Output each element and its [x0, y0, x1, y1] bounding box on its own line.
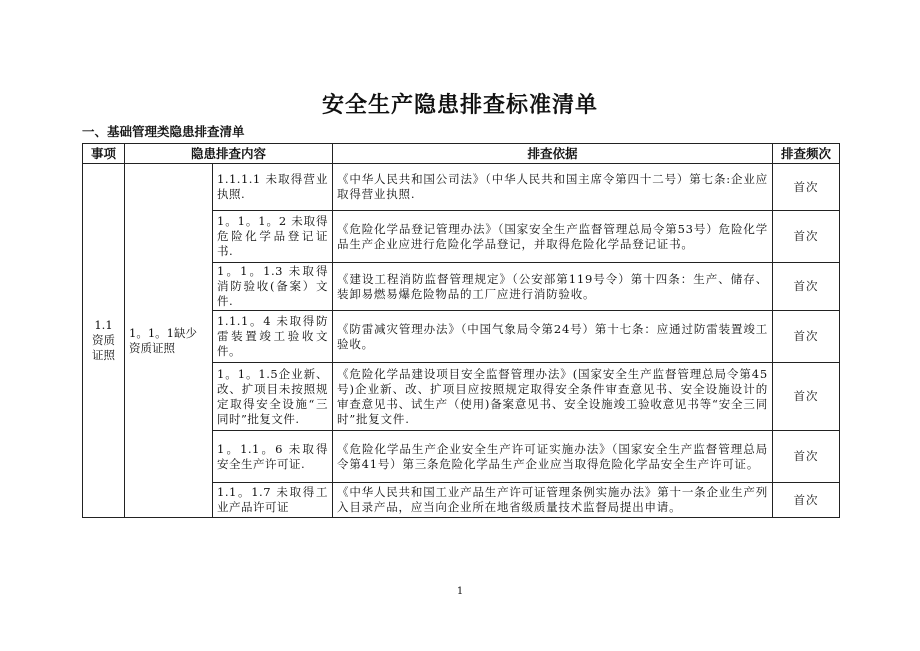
- section-heading: 一、基础管理类隐患排查清单: [82, 124, 245, 139]
- item-cell: 1。1。1.5企业新、改、扩项目未按照规定取得安全设施“三同时”批复文件.: [213, 363, 333, 431]
- frequency-cell: 首次: [773, 164, 840, 211]
- item-cell: 1。1。1。2 未取得危险化学品登记证书.: [213, 211, 333, 263]
- basis-cell: 《建设工程消防监督管理规定》（公安部第119号令）第十四条：生产、储存、装卸易燃易爆危险物品的工厂应进行消防验收。: [333, 263, 773, 311]
- basis-cell: 《危险化学品建设项目安全监督管理办法》(国家安全生产监督管理总局令第45号)企业新、改、扩项目应按照规定取得安全条件审查意见书、安全设施设计的审查意见书、试生产（使用)备案意见书、安全设施竣工验收意见书等“安全三同时”批复文件.: [333, 363, 773, 431]
- page-number: 1: [456, 586, 464, 597]
- header-category: 事项: [83, 144, 125, 164]
- item-cell: 1.1。1.7 未取得工业产品许可证: [213, 483, 333, 518]
- hazard-checklist-table: [82, 143, 840, 518]
- item-cell: 1。1。1.3 未取得消防验收(备案）文件.: [213, 263, 333, 311]
- document-title: 安全生产隐患排查标准清单: [321, 93, 598, 118]
- table-row: [83, 164, 840, 211]
- item-cell: 1。1.1。6 未取得安全生产许可证.: [213, 431, 333, 483]
- basis-cell: 《中华人民共和国工业产品生产许可证管理条例实施办法》第十一条企业生产列入目录产品，应当向企业所在地省级质量技术监督局提出申请。: [333, 483, 773, 518]
- frequency-cell: 首次: [773, 431, 840, 483]
- table-header-row: [83, 144, 840, 164]
- basis-cell: 《危险化学品生产企业安全生产许可证实施办法》（国家安全生产监督管理总局令第41号）第三条危险化学品生产企业应当取得危险化学品安全生产许可证。: [333, 431, 773, 483]
- item-cell: 1.1.1。4 未取得防雷装置竣工验收文件。: [213, 311, 333, 363]
- frequency-cell: 首次: [773, 483, 840, 518]
- header-content: 隐患排查内容: [125, 144, 333, 164]
- frequency-cell: 首次: [773, 311, 840, 363]
- subcategory-cell: 1。1。1缺少资质证照: [125, 164, 213, 518]
- basis-cell: 《防雷减灾管理办法》（中国气象局令第24号）第十七条：应通过防雷装置竣工验收。: [333, 311, 773, 363]
- item-cell: 1.1.1.1 未取得营业执照.: [213, 164, 333, 211]
- frequency-cell: 首次: [773, 263, 840, 311]
- frequency-cell: 首次: [773, 363, 840, 431]
- basis-cell: 《危险化学品登记管理办法》（国家安全生产监督管理总局令第53号）危险化学品生产企业应进行危险化学品登记，并取得危险化学品登记证书。: [333, 211, 773, 263]
- header-basis: 排查依据: [333, 144, 773, 164]
- frequency-cell: 首次: [773, 211, 840, 263]
- header-frequency: 排查频次: [773, 144, 840, 164]
- category-cell: 1.1 资质证照: [83, 164, 125, 518]
- basis-cell: 《中华人民共和国公司法》（中华人民共和国主席令第四十二号）第七条:企业应取得营业执照.: [333, 164, 773, 211]
